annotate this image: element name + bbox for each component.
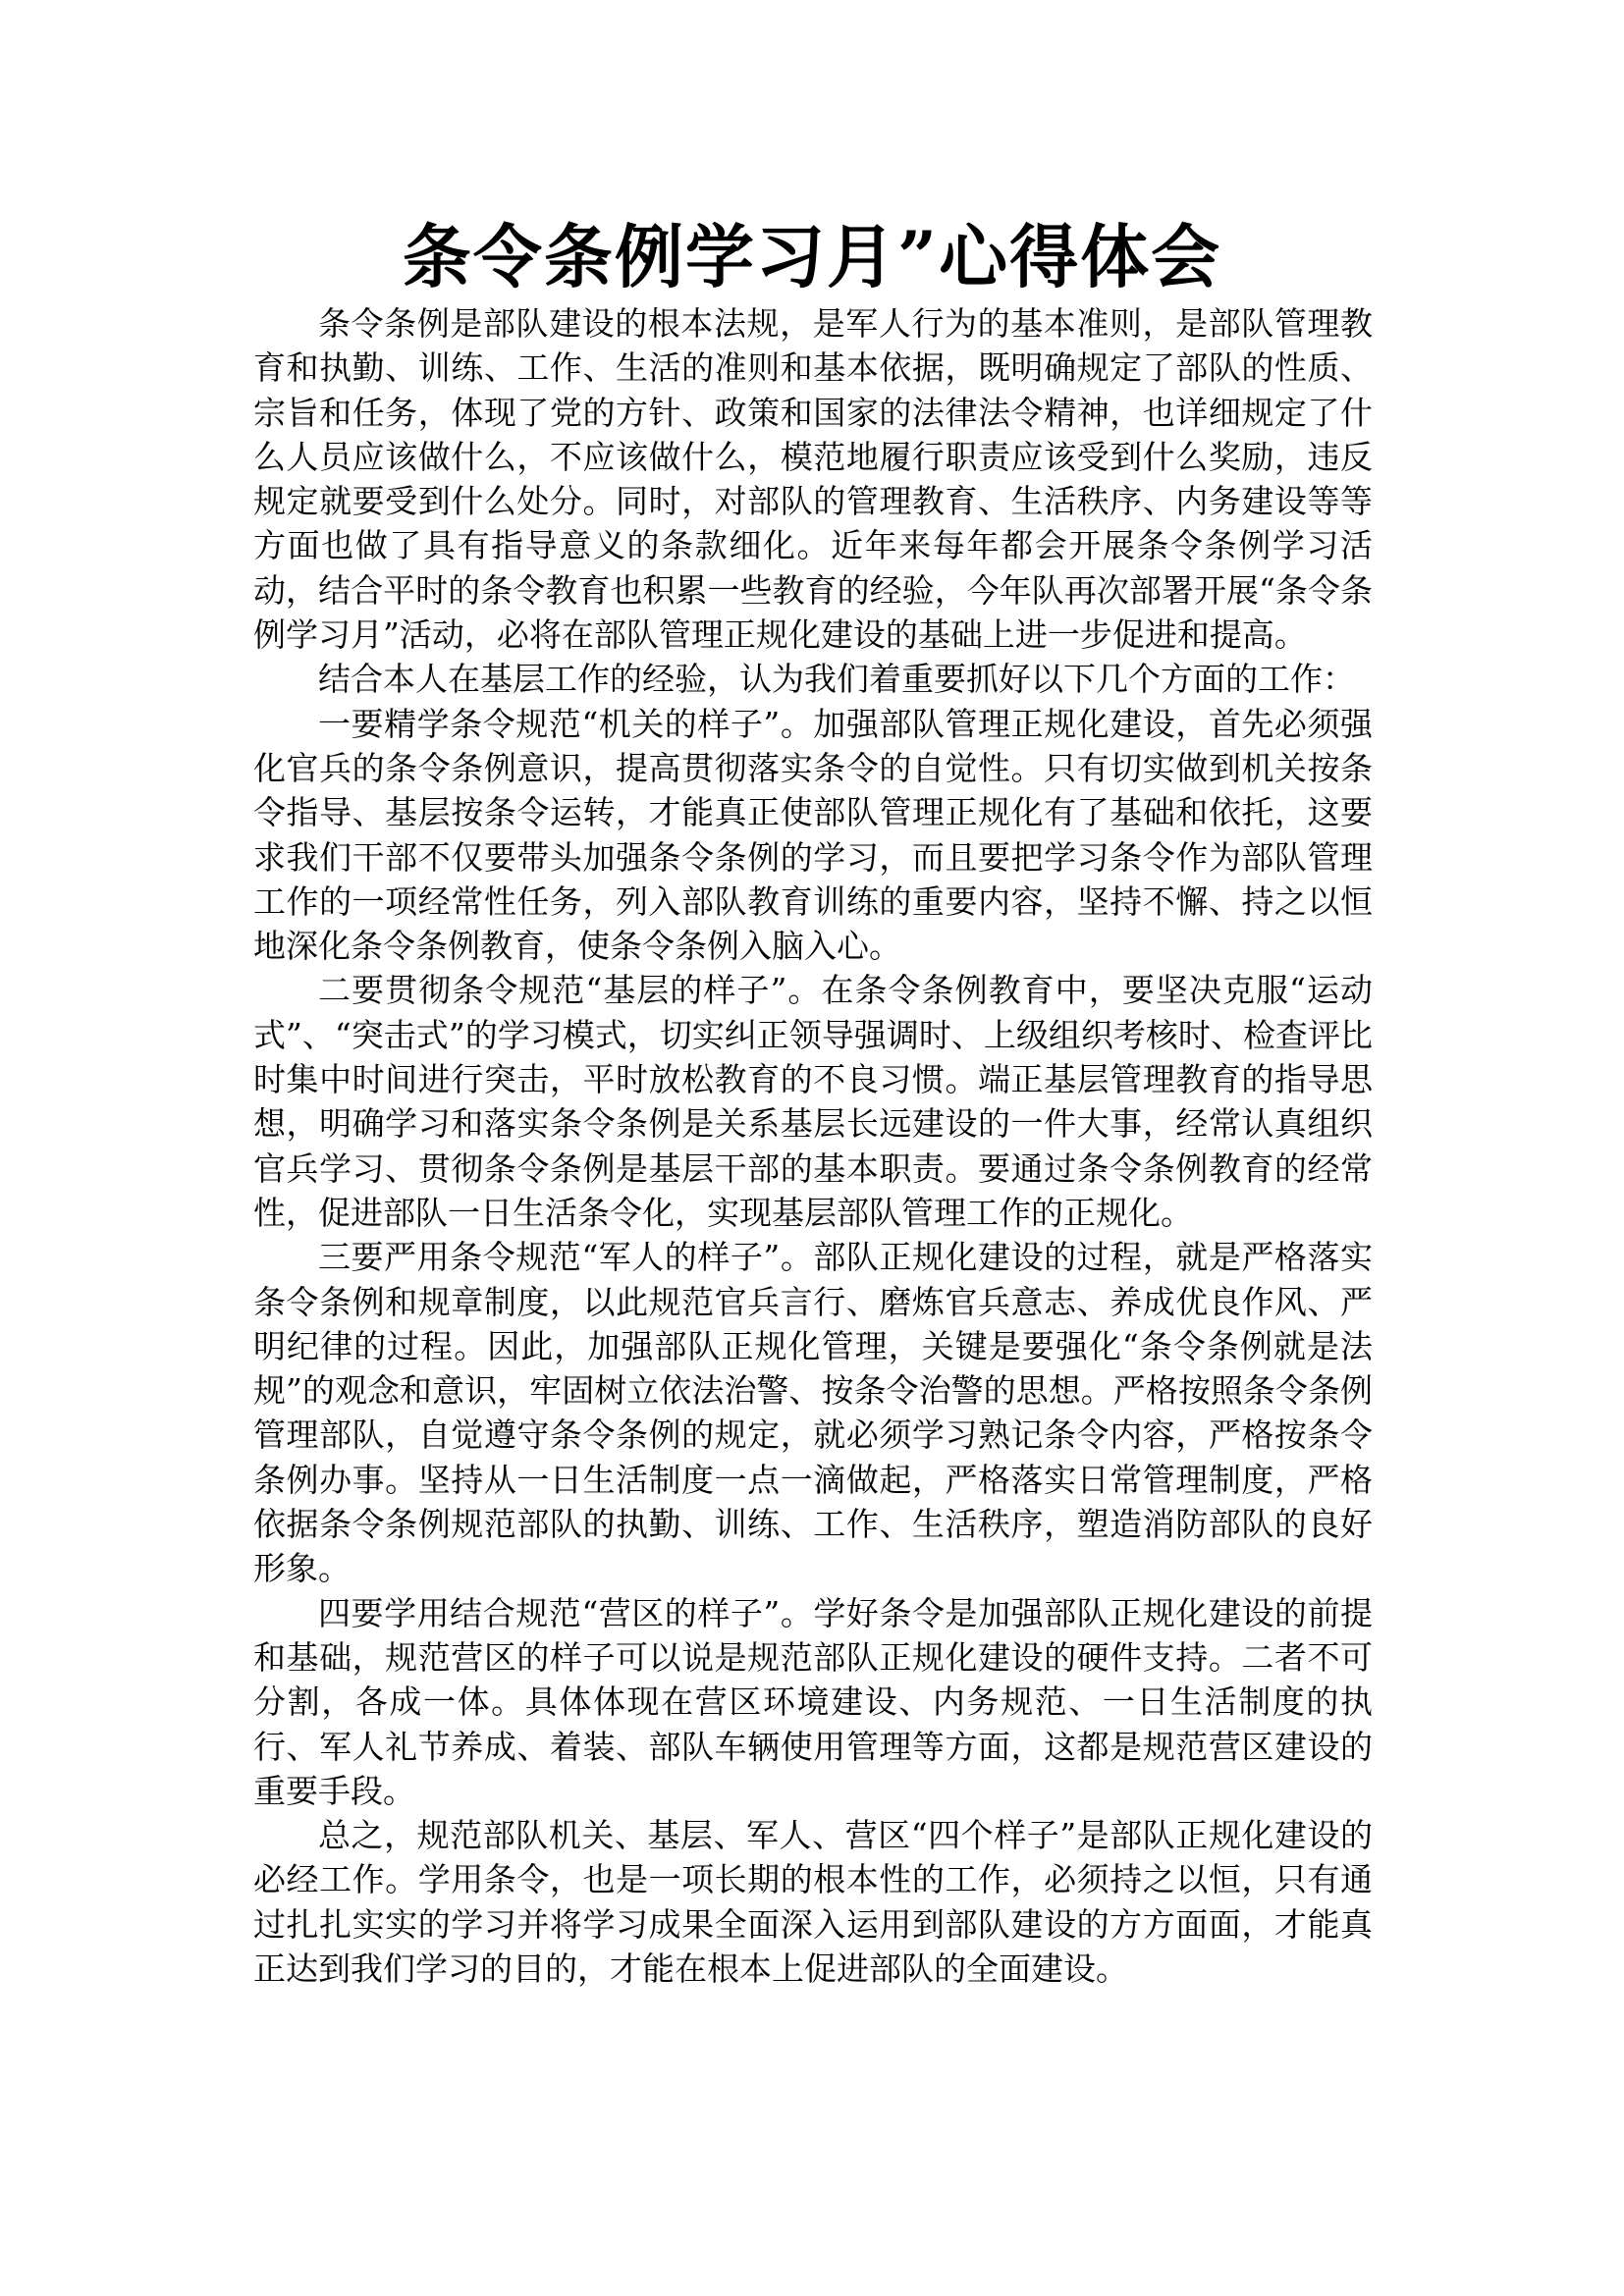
paragraph-intro: 条令条例是部队建设的根本法规，是军人行为的基本准则，是部队管理教育和执勤、训练、工作、生活的准则和基本依据，既明确规定了部队的性质、宗旨和任务，体现了党的方针、政策和国家的法律法令精神，也详细规定了什么人员应该做什么，不应该做什么，模范地履行职责应该受到什么奖励，违反规定就要受到什么处分。同时，对部队的管理教育、生活秩序、内务建设等等方面也做了具有指导意义的条款细化。近年来每年都会开展条令条例学习活动，结合平时的条令教育也积累一些教育的经验，今年队再次部署开展“条令条例学习月”活动，必将在部队管理正规化建设的基础上进一步促进和提高。	[253, 304, 1373, 655]
paragraph-lead: 结合本人在基层工作的经验，认为我们着重要抓好以下几个方面的工作：	[318, 660, 1355, 699]
paragraph-point-four: 四要学用结合规范“营区的样子”。学好条令是加强部队正规化建设的前提和基础，规范营区的样子可以说是规范部队正规化建设的硬件支持。二者不可分割，各成一体。具体体现在营区环境建设、内务规范、一日生活制度的执行、军人礼节养成、着装、部队车辆使用管理等方面，这都是规范营区建设的重要手段。	[253, 1593, 1373, 1810]
paragraph-conclusion: 总之，规范部队机关、基层、军人、营区“四个样子”是部队正规化建设的必经工作。学用条令，也是一项长期的根本性的工作，必须持之以恒，只有通过扎扎实实的学习并将学习成果全面深入运用到部队建设的方方面面，才能真正达到我们学习的目的，才能在根本上促进部队的全面建设。	[253, 1816, 1373, 1988]
document-title: 条令条例学习月”心得体会	[402, 216, 1222, 297]
paragraph-point-three: 三要严用条令规范“军人的样子”。部队正规化建设的过程，就是严格落实条令条例和规章制度，以此规范官兵言行、磨炼官兵意志、养成优良作风、严明纪律的过程。因此，加强部队正规化管理，关键是要强化“条令条例就是法规”的观念和意识，牢固树立依法治警、按条令治警的思想。严格按照条令条例管理部队，自觉遵守条令条例的规定，就必须学习熟记条令内容，严格按条令条例办事。坚持从一日生活制度一点一滴做起，严格落实日常管理制度，严格依据条令条例规范部队的执勤、训练、工作、生活秩序，塑造消防部队的良好形象。	[253, 1238, 1373, 1588]
document-body	[253, 301, 1373, 1991]
paragraph-point-one: 一要精学条令规范“机关的样子”。加强部队管理正规化建设，首先必须强化官兵的条令条例意识，提高贯彻落实条令的自觉性。只有切实做到机关按条令指导、基层按条令运转，才能真正使部队管理正规化有了基础和依托，这要求我们干部不仅要带头加强条令条例的学习，而且要把学习条令作为部队管理工作的一项经常性任务，列入部队教育训练的重要内容，坚持不懈、持之以恒地深化条令条例教育，使条令条例入脑入心。	[253, 704, 1373, 966]
paragraph-point-two: 二要贯彻条令规范“基层的样子”。在条令条例教育中，要坚决克服“运动式”、“突击式”的学习模式，切实纠正领导强调时、上级组织考核时、检查评比时集中时间进行突击，平时放松教育的不良习惯。端正基层管理教育的指导思想，明确学习和落实条令条例是关系基层长远建设的一件大事，经常认真组织官兵学习、贯彻条令条例是基层干部的基本职责。要通过条令条例教育的经常性，促进部队一日生活条令化，实现基层部队管理工作的正规化。	[253, 971, 1373, 1232]
